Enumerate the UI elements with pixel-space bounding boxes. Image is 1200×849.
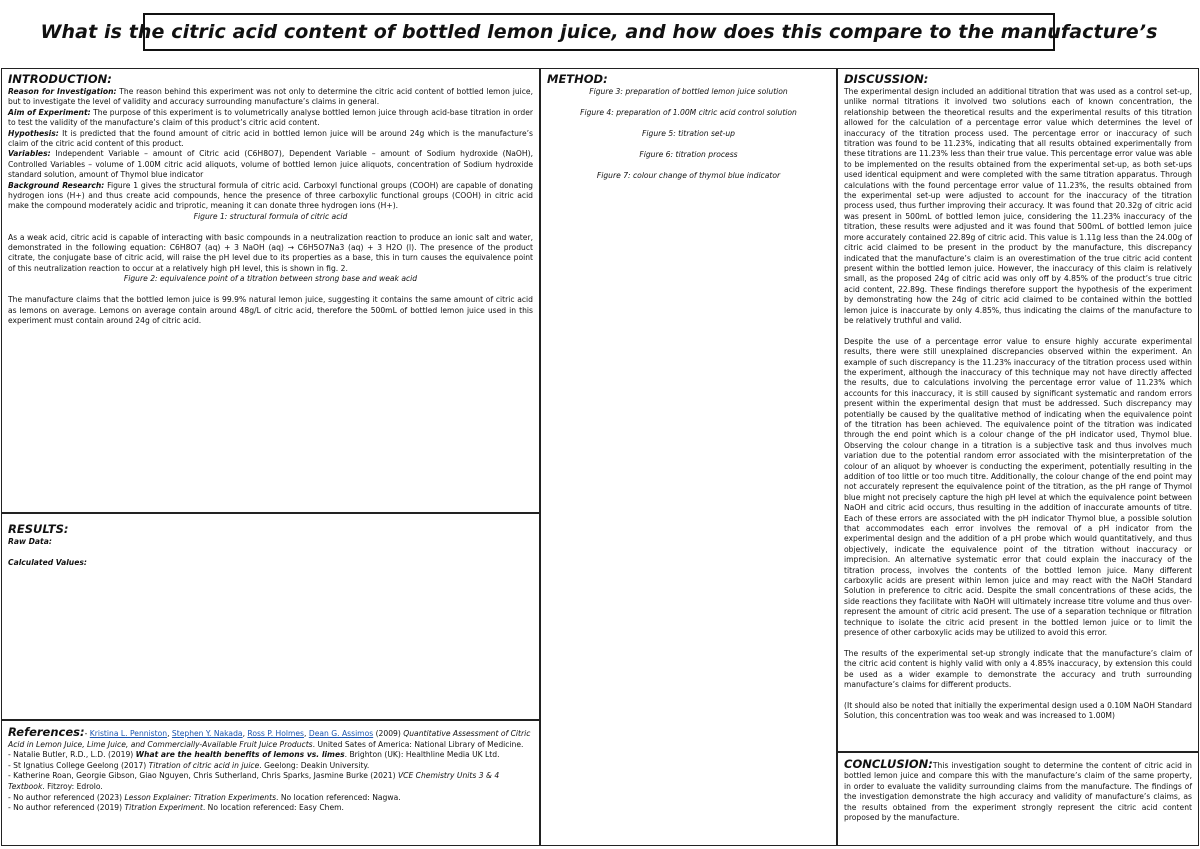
variables-label: Variables: (8, 149, 51, 159)
method-heading: METHOD: (547, 72, 608, 86)
reason-label: Reason for Investigation: (8, 87, 117, 96)
variables-text: Independent Variable – amount of Citric acid (C6H8O7), Dependent Variable – amount of Sodium hydroxide (NaOH), Controlled Variables – volume of 1.00M citric acid aliquots, volume of bottled lemon juice aliquots, concentration of Sodium hydroxide standard solution, amount of Thymol blue indicator (8, 149, 533, 180)
hypothesis-paragraph (8, 129, 533, 150)
reference-5-publisher: . No location referenced: Nagwa. (276, 792, 401, 802)
figure-2-caption: Figure 2: equivalence point of a titration between strong base and weak acid (123, 274, 418, 284)
author-link-4[interactable]: Dean G. Assimos (308, 729, 374, 738)
discussion-paragraph-4: (It should also be noted that initially the experimental design used a 0.10M NaOH Standard Solution, this concentration was too weak and was increased to 1.00M) (844, 700, 1192, 721)
reference-6-authors: - No author referenced (2019) (8, 803, 125, 813)
discussion-paragraph-1: The experimental design included an additional titration that was used as a control set-up, unlike normal titrations it involved two solutions each of known concentration, the relationship between the theoretical results and the experimental results of this titration allowed for the calculation of a percentage error value which determines the level of inaccuracy of the titration process used. The percentage error or inaccuracy of such titration was found to be 11.23%, indicating that all results obtained experimentally from these titrations are 11.23% less than their true value. This percentage error value was able to be implemented on the results obtained from the experimental set-up, as both set-ups used identical equipment and were completed with the same titration apparatus. Through calculations with the found percentage error value of 11.23%, the results obtained from the experimental set-up were adjusted to account for the inaccuracy of the titration process used, thus further improving their accuracy. It was found that 20.32g of citric acid was present in 500mL of bottled lemon juice, considering the 11.23% inaccuracy of the titration, these results were adjusted and it was found that 500mL of bottled lemon juice more accurately contained 22.89g of citric acid. This value is 1.11g less than the 24.00g of citric acid claimed to be present in the product by the manufacture, this discrepancy indicated that the manufacture’s claim is an overestimation of the true citric acid content present within the bottled lemon juice. However, the inaccuracy of this claim is relatively small, as the proposed 24g of citric acid was only off by 4.85% of the product’s true citric acid content, 22.89g. These findings therefore support the hypothesis of the experiment by demonstrating how the 24g of citric acid claimed to be contained within the bottled lemon juice is inaccurate by only 4.85%, thus indicating the claims of the manufacture to be relatively truthful and valid. (844, 87, 1192, 325)
calculated-values-label: Calculated Values: (8, 557, 87, 567)
aim-paragraph (8, 108, 533, 129)
reference-5 (8, 793, 533, 804)
reference-6 (8, 803, 533, 814)
reference-1-publisher: . United Sates of America: National Library of Medicine. (312, 739, 524, 749)
background-text: Figure 1 gives the structural formula of citric acid. Carboxyl functional groups (COOH) are capable of donating hydrogen ions (H+) and thus create acid compounds, hence the presence of three carboxylic functional groups (COOH) in citric acid make the compound moderately acidic and triprotic, meaning it can donate three hydrogen ions (H+). (8, 180, 533, 211)
author-link-1[interactable]: Kristina L. Penniston (89, 729, 168, 738)
reference-5-title: Lesson Explainer: Titration Experiments (124, 792, 277, 802)
reference-1-prefix: - (84, 729, 90, 738)
discussion-heading: DISCUSSION: (844, 72, 929, 86)
background-paragraph (8, 181, 533, 212)
conclusion-paragraph (844, 759, 1192, 823)
reference-4-authors: - Katherine Roan, Georgie Gibson, Giao Nguyen, Chris Sutherland, Chris Sparks, Jasmine Burke (2021) (8, 771, 398, 781)
reference-1-title: Quantitative Assessment of Citric Acid in Lemon Juice, Lime Juice, and Commercially-Available Fruit Juice Products (8, 729, 531, 749)
reference-2-authors: - Natalie Butler, R.D., L.D. (2019) (8, 750, 136, 760)
reference-2 (8, 750, 533, 761)
reference-2-publisher: . Brighton (UK): Healthline Media UK Ltd. (344, 750, 500, 760)
weak-acid-paragraph: As a weak acid, citric acid is capable of interacting with basic compounds in a neutralization reaction to produce an ionic salt and water, demonstrated in the following equation: C6H8O7 (aq) + 3 NaOH (aq) → C6H5O7Na3 (aq) + 3 H2O (l). The presence of the product citrate, the conjugate base of citric acid, will raise the pH level due to its properties as a base, this in turn causes the equivalence point of this neutralization reaction to occur at a relatively high pH level, this is shown in fig. 2. (8, 232, 533, 273)
reference-3-title: Titration of citric acid in juice (148, 760, 260, 770)
conclusion-text: This investigation sought to determine the content of citric acid in bottled lemon juice and compare this with the manufacture’s claim of the same property, in order to evaluate the validity surrounding claims from the manufacture. The findings of the investigation demonstrate the high accuracy and validity of manufacture’s claims, as the results obtained from the experiment strongly represent the citric acid content proposed by the manufacture. (844, 761, 1192, 823)
raw-data-label: Raw Data: (8, 537, 52, 546)
figure-6-caption: Figure 6: titration process (639, 150, 738, 159)
reference-1-year: (2009) (373, 729, 404, 738)
author-link-3[interactable]: Ross P. Holmes (247, 729, 305, 738)
introduction-panel (1, 68, 540, 513)
discussion-paragraph-2: Despite the use of a percentage error value to ensure highly accurate experimental results, there were still unexplained discrepancies observed within the experiment. An example of such discrepancy is the 11.23% inaccuracy of the titration process used within the experiment, although the inaccuracy of this technique may not have directly affected the results, due to calculations involving the percentage error value of 11.23% which accounts for this inaccuracy, it is still caused by significant systematic and random errors present within the experimental design that must be addressed. Such discrepancy may potentially be caused by the qualitative method of indicating when the equivalence point of the titration has been achieved. The equivalence point of the titration was indicated through the end point which is a colour change of the pH indicator used, Thymol blue. Observing the colour change in a titration is a subjective task and thus involves much variation due to the potential random error associated with the misinterpretation of the colour of an aliquot by whoever is conducting the experiment, potentially resulting in the addition of too little or too much titre. Additionally, the colour change of the end point may not accurately represent the equivalence point of the titration, as the pH range of Thymol blue might not precisely capture the high pH level at which the equivalence point between NaOH and citric acid occurs, thus resulting in the addition of inaccurate amounts of titre. Each of these errors are associated with the pH indicator Thymol blue, a possible solution that accommodates each error involves the removal of a pH indicator from the experimental design and the addition of a pH probe which would quantitatively, and thus objectively, indicate the equivalence point of the titration without inaccuracy or imprecision. An alternative systematic error that could explain the inaccuracy of the titration process, involves the contents of the bottled lemon juice. Many different carboxylic acids are present within lemon juice and may react with the NaOH Standard Solution in preference to citric acid. Despite the small concentrations of these acids, the side reactions they facilitate with NaOH will ultimately increase titre volume and thus over-represent the amount of citric acid present. The use of a separation technique or filtration technique to isolate the citric acid present in the bottled lemon juice or to limit the presence of other carboxylic acids may be utilized to avoid this error. (844, 336, 1192, 638)
reference-2-title: What are the health benefits of lemons vs. limes (135, 750, 345, 760)
conclusion-panel (837, 752, 1199, 846)
aim-text: The purpose of this experiment is to volumetrically analyse bottled lemon juice through acid-base titration in order to test the validity of the manufacture’s claim of this product’s citric acid content. (8, 107, 533, 128)
claim-paragraph: The manufacture claims that the bottled lemon juice is 99.9% natural lemon juice, suggesting it contains the same amount of citric acid as lemons on average. Lemons on average contain around 48g/L of citric acid, therefore the 500mL of bottled lemon juice used in this experiment must contain around 24g of citric acid. (8, 295, 533, 325)
figure-4-caption: Figure 4: preparation of 1.00M citric acid control solution (580, 108, 797, 117)
reason-text: The reason behind this experiment was not only to determine the citric acid content of bottled lemon juice, but to investigate the level of validity and accuracy surrounding manufacture’s claims in general. (8, 87, 533, 107)
results-panel (1, 513, 540, 720)
reference-4-publisher: . Fitzroy: Edrolo. (42, 781, 103, 791)
hypothesis-text: It is predicted that the found amount of citric acid in bottled lemon juice will be around 24g which is the manufacture’s claim of the citric acid content of this product. (8, 128, 533, 149)
reference-3-publisher: . Geelong: Deakin University. (259, 760, 370, 770)
reference-4 (8, 771, 533, 792)
figure-5-caption: Figure 5: titration set-up (642, 129, 735, 138)
conclusion-heading: CONCLUSION: (844, 757, 933, 771)
hypothesis-label: Hypothesis: (8, 128, 59, 138)
figure-7-caption: Figure 7: colour change of thymol blue indicator (596, 171, 781, 180)
discussion-paragraph-3: The results of the experimental set-up strongly indicate that the manufacture’s claim of the citric acid content is highly valid with only a 4.85% inaccuracy, by extension this could be used as a wider example to demonstrate the accuracy and truth surrounding manufacture’s claims for different products. (844, 648, 1192, 690)
results-heading: RESULTS: (8, 522, 69, 536)
variables-paragraph (8, 149, 533, 180)
references-heading: References: (8, 725, 85, 739)
discussion-panel (837, 68, 1199, 752)
figure-1-caption: Figure 1: structural formula of citric acid (193, 211, 348, 221)
reason-paragraph (8, 87, 533, 108)
reference-3 (8, 761, 533, 772)
reference-6-publisher: . No location referenced: Easy Chem. (202, 803, 344, 813)
reference-5-authors: - No author referenced (2023) (8, 792, 125, 802)
author-link-2[interactable]: Stephen Y. Nakada (171, 729, 243, 738)
aim-label: Aim of Experiment: (8, 107, 91, 117)
background-label: Background Research: (8, 180, 105, 190)
reference-6-title: Titration Experiment (124, 803, 203, 813)
poster-title-box (40, 13, 1158, 51)
reference-4-title: VCE Chemistry Units 3 & 4 Textbook (8, 771, 500, 791)
poster-title: What is the citric acid content of bottled lemon juice, and how does this compare to the manufacture’s (40, 21, 1158, 43)
references-panel (1, 720, 540, 846)
method-panel (540, 68, 837, 846)
reference-1: References:- Kristina L. Penniston, Stephen Y. Nakada, Ross P. Holmes, Dean G. Assimos (2009) Quantitative Assessment of Citric Acid in Lemon Juice, Lime Juice, and Commercially-Available Fruit Juice Products. United Sates of America: National Library of Medicine. (8, 725, 531, 749)
reference-3-authors: - St Ignatius College Geelong (2017) (8, 760, 149, 770)
figure-3-caption: Figure 3: preparation of bottled lemon juice solution (589, 87, 788, 96)
introduction-heading: INTRODUCTION: (8, 72, 112, 86)
